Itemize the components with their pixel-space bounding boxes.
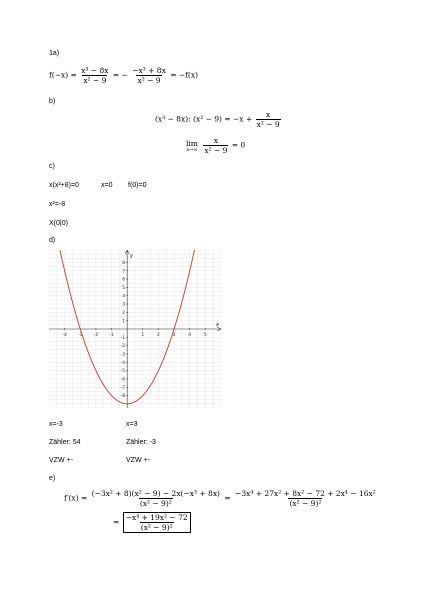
x-axis-label: x <box>216 322 219 328</box>
derivative-equation: f′(x) = $\frac{\text{(−3x² + 8)(x² − 9) − 2x(−x³ + 8x)}}{\text{(x² − 9)²}}$ = $\frac{\text{−3x⁴ + 27x² + 8x² − 72 + 2x⁴ − 16x²}}{\text{(x² − 9)²}}$ <box>64 489 376 508</box>
note-right-2: Zähler: -3 <box>126 439 156 446</box>
note-right-1: x=3 <box>126 421 138 428</box>
y-tick-label: 3 <box>122 302 126 308</box>
equation-lhs: f(−x) = <box>49 70 77 80</box>
note-left-2: Zähler: 54 <box>49 439 81 446</box>
y-tick-label: 1 <box>122 319 126 325</box>
section-label-b: b) <box>49 98 56 105</box>
y-axis-label: y <box>130 253 134 259</box>
fraction: $\frac{x}{\text{x² − 9}}$ <box>256 110 280 129</box>
fraction: $\frac{\text{(−3x² + 8)(x² − 9) − 2x(−x³ + 8x)}}{\text{(x² − 9)²}}$ <box>91 489 220 508</box>
function-graph <box>49 250 221 408</box>
fraction: $\frac{\text{−x³ + 8x}}{\text{x² − 9}}$ <box>132 66 166 85</box>
y-tick-label: -7 <box>120 385 126 391</box>
zero-equation: x(x²+8)=0 <box>49 182 79 189</box>
y-tick-label: 2 <box>122 310 126 316</box>
note-left-3: VZW +- <box>49 457 73 464</box>
y-tick-label: -4 <box>120 360 126 366</box>
y-tick-label: 7 <box>122 269 126 275</box>
section-label-e: e) <box>49 475 56 482</box>
function-value: f(0)=0 <box>128 182 147 189</box>
polynomial-division: (x³ − 8x): (x² − 9) = −x + $\frac{x}{\text{x² − 9}}$ <box>155 110 280 129</box>
x-tick-label: 5 <box>203 333 207 338</box>
x-tick-label: 4 <box>188 333 192 338</box>
y-tick-label: -6 <box>120 377 126 383</box>
section-label-a: 1a) <box>49 50 60 57</box>
limit-equation: lim x→∞ $\frac{x}{\text{x² − 9}}$ = 0 <box>186 136 246 155</box>
odd-symmetry-equation: f(−x) = $\frac{\text{x³ − 8x}}{\text{x² − 9}}$ = − $\frac{\text{−x³ + 8x}}{\text{x² − 9}}$ = −f(x) <box>49 66 199 85</box>
y-tick-label: -2 <box>120 344 126 350</box>
x-tick-label: 3 <box>172 333 176 338</box>
note-left-1: x=-3 <box>49 421 63 428</box>
x-tick-label: -2 <box>93 333 99 338</box>
x-tick-label: -3 <box>78 333 83 338</box>
y-tick-label: 8 <box>122 261 126 267</box>
fraction: $\frac{\text{−x⁴ + 19x² − 72}}{\text{(x² − 9)²}}$ <box>123 512 191 533</box>
y-tick-label: -5 <box>120 369 126 375</box>
y-tick-label: -3 <box>120 352 126 358</box>
no-solution-line: x²=-8 <box>49 201 66 208</box>
x-tick-label: -4 <box>62 333 67 338</box>
y-tick-label: 4 <box>122 294 126 300</box>
x-tick-label: -1 <box>109 333 114 338</box>
fraction: $\frac{\text{x³ − 8x}}{\text{x² − 9}}$ <box>81 66 109 85</box>
limit-operator: lim x→∞ <box>186 138 198 153</box>
point-label: X(0|0) <box>49 220 68 227</box>
fraction: $\frac{x}{\text{x² − 9}}$ <box>204 136 228 155</box>
y-tick-label: 5 <box>122 286 126 292</box>
y-tick-label: -1 <box>120 335 126 341</box>
derivative-simplified: = $\frac{\text{−x⁴ + 19x² − 72}}{\text{(x² − 9)²}}$ <box>113 512 192 533</box>
section-label-d: d) <box>49 237 56 244</box>
x-tick-label: 2 <box>157 333 160 338</box>
section-label-c: c) <box>49 163 55 170</box>
x-tick-label: 1 <box>141 333 145 338</box>
fraction: $\frac{\text{−3x⁴ + 27x² + 8x² − 72 + 2x⁴ − 16x²}}{\text{(x² − 9)²}}$ <box>235 489 376 508</box>
note-right-3: VZW +- <box>126 457 150 464</box>
y-tick-label: 6 <box>122 277 126 283</box>
y-tick-label: -8 <box>120 394 126 400</box>
zero-solution: x=0 <box>101 182 113 189</box>
